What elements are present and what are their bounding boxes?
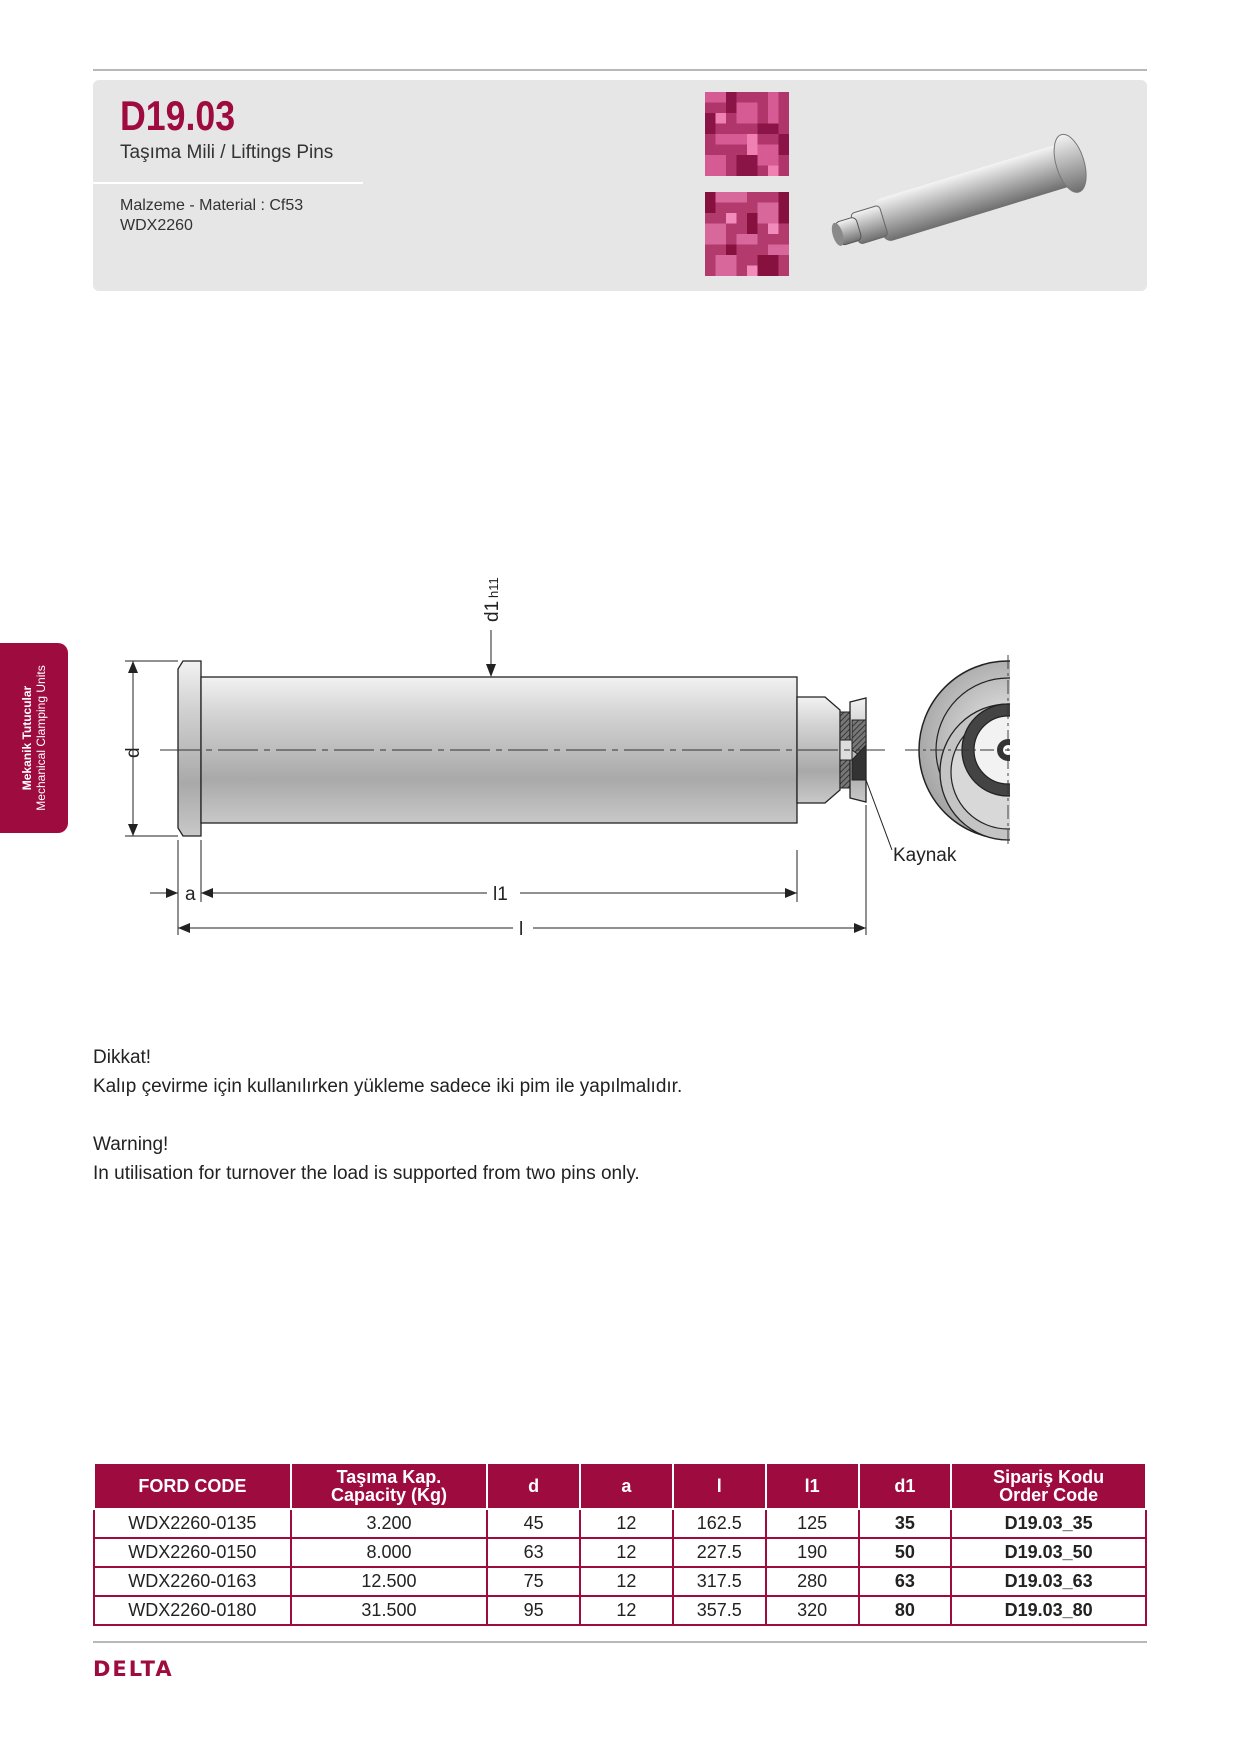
top-rule [93, 69, 1147, 71]
cell-d1: 50 [859, 1538, 952, 1567]
cell-d: 63 [487, 1538, 580, 1567]
note-tr-text: Kalıp çevirme için kullanılırken yükleme sadece iki pim ile yapılmalıdır. [93, 1076, 683, 1097]
table-row [94, 1596, 1146, 1625]
col-order-tr: Sipariş Kodu [993, 1467, 1105, 1487]
cell-ford: WDX2260-0180 [94, 1596, 291, 1625]
warning-notes [93, 1043, 682, 1188]
note-en-text: In utilisation for turnover the load is supported from two pins only. [93, 1163, 640, 1184]
section-tab-text [20, 643, 48, 833]
col-order-en: Order Code [999, 1485, 1099, 1505]
table-header-row [94, 1463, 1146, 1509]
cell-order: D19.03_80 [951, 1596, 1146, 1625]
cell-d: 95 [487, 1596, 580, 1625]
material-info [120, 196, 303, 236]
cell-l1: 125 [766, 1509, 859, 1538]
cell-l1: 320 [766, 1596, 859, 1625]
col-l: l [673, 1463, 766, 1509]
section-tab [0, 643, 68, 833]
cell-order: D19.03_35 [951, 1509, 1146, 1538]
section-tab-title: Mekanik Tutucular [20, 685, 34, 791]
col-capacity [291, 1463, 488, 1509]
cell-d: 45 [487, 1509, 580, 1538]
col-d: d [487, 1463, 580, 1509]
technical-drawing [110, 560, 1010, 970]
cell-a: 12 [580, 1509, 673, 1538]
subtitle-divider [93, 182, 363, 184]
cell-d1: 63 [859, 1567, 952, 1596]
cell-l: 317.5 [673, 1567, 766, 1596]
cell-l1: 190 [766, 1538, 859, 1567]
cell-d1: 35 [859, 1509, 952, 1538]
col-capacity-tr: Taşıma Kap. [336, 1467, 442, 1487]
cell-capacity: 8.000 [291, 1538, 488, 1567]
cell-order: D19.03_50 [951, 1538, 1146, 1567]
l1-label: l1 [493, 884, 508, 905]
note-en-title: Warning! [93, 1134, 169, 1155]
l-label: l [519, 919, 524, 940]
qr-code-bottom [705, 192, 789, 276]
ford-reference: WDX2260 [120, 217, 193, 234]
product-code: D19.03 [120, 92, 236, 139]
col-l1: l1 [766, 1463, 859, 1509]
cell-ford: WDX2260-0150 [94, 1538, 291, 1567]
weld-label: Kaynak [893, 845, 957, 866]
cell-d1: 80 [859, 1596, 952, 1625]
col-a: a [580, 1463, 673, 1509]
col-order-code [951, 1463, 1146, 1509]
cell-l: 357.5 [673, 1596, 766, 1625]
col-d1: d1 [859, 1463, 952, 1509]
delta-logo: DELTA [93, 1657, 174, 1681]
d-label: d [123, 747, 144, 758]
cell-l1: 280 [766, 1567, 859, 1596]
cell-l: 227.5 [673, 1538, 766, 1567]
h11-label: h11 [486, 577, 501, 598]
table-row [94, 1567, 1146, 1596]
cell-ford: WDX2260-0135 [94, 1509, 291, 1538]
section-tab-subtitle: Mechanical Clamping Units [34, 665, 48, 811]
cell-ford: WDX2260-0163 [94, 1567, 291, 1596]
cell-order: D19.03_63 [951, 1567, 1146, 1596]
cell-capacity: 31.500 [291, 1596, 488, 1625]
col-capacity-en: Capacity (Kg) [330, 1485, 447, 1505]
qr-code-top [705, 92, 789, 176]
bottom-rule [93, 1641, 1147, 1643]
spec-table [93, 1462, 1147, 1626]
col-ford-code: FORD CODE [94, 1463, 291, 1509]
cell-a: 12 [580, 1567, 673, 1596]
table-row [94, 1509, 1146, 1538]
d1-label: d1 [482, 600, 503, 622]
cell-capacity: 3.200 [291, 1509, 488, 1538]
material-line: Malzeme - Material : Cf53 [120, 197, 304, 214]
cell-a: 12 [580, 1596, 673, 1625]
a-label: a [185, 884, 196, 905]
cell-d: 75 [487, 1567, 580, 1596]
table-row [94, 1538, 1146, 1567]
note-tr-title: Dikkat! [93, 1047, 152, 1068]
cell-l: 162.5 [673, 1509, 766, 1538]
cell-capacity: 12.500 [291, 1567, 488, 1596]
product-subtitle: Taşıma Mili / Liftings Pins [120, 142, 334, 163]
cell-a: 12 [580, 1538, 673, 1567]
pin-photo [820, 110, 1120, 280]
